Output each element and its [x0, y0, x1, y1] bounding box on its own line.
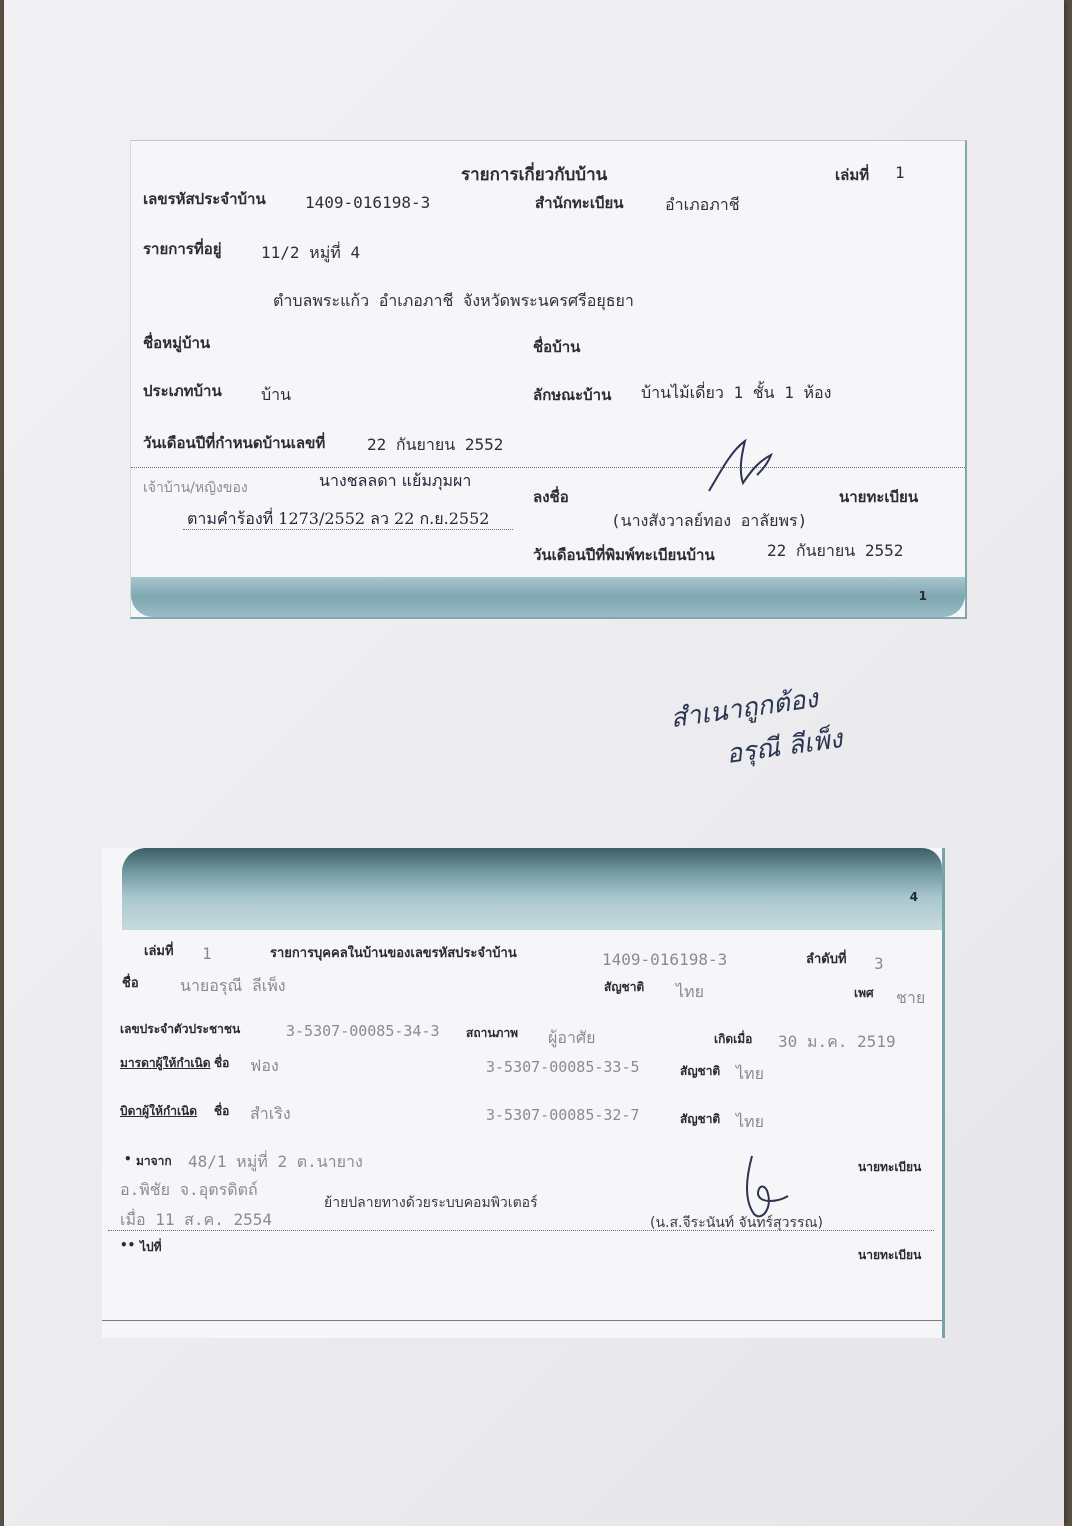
registrar-label-2: นายทะเบียน — [858, 1248, 922, 1262]
father-nationality-label: สัญชาติ — [680, 1112, 721, 1126]
address-line-1: 11/2 หมู่ที่ 4 — [261, 243, 361, 262]
assign-date-label: วันเดือนปีที่กำหนดบ้านเลขที่ — [143, 434, 326, 452]
to-bullet-icon: •• — [120, 1238, 136, 1252]
house-id-label: เลขรหัสประจำบ้าน — [143, 190, 266, 208]
sex: ชาย — [896, 988, 926, 1007]
house-type-label: ประเภทบ้าน — [143, 382, 222, 400]
registrar-name: (น.ส.จีระนันท์ จันทร์สุวรรณ) — [650, 1215, 823, 1231]
person-details-card — [102, 848, 945, 1338]
registrar-label: นายทะเบียน — [839, 488, 919, 506]
mother-label: มารดาผู้ให้กำเนิด — [120, 1056, 211, 1070]
birth-date: 30 ม.ค. 2519 — [778, 1032, 896, 1051]
nationality-label: สัญชาติ — [604, 980, 645, 994]
sequence-label: ลำดับที่ — [806, 952, 847, 967]
house-id: 1409-016198-3 — [602, 950, 728, 969]
house-id: 1409-016198-3 — [305, 193, 431, 212]
resident-status: ผู้อาศัย — [548, 1028, 596, 1047]
mother-nationality: ไทย — [736, 1064, 764, 1083]
bottom-rule — [102, 1320, 942, 1321]
birth-date-label: เกิดเมื่อ — [714, 1032, 753, 1046]
house-name-label: ชื่อบ้าน — [533, 338, 581, 356]
document-page — [4, 0, 1064, 1526]
mother-name-label: ชื่อ — [214, 1056, 230, 1070]
order-reference: ตามคำร้องที่ 1273/2552 ลว 22 ก.ย.2552 — [187, 509, 490, 528]
name-label: ชื่อ — [122, 976, 139, 991]
moved-from-line-1: 48/1 หมู่ที่ 2 ต.นายาง — [188, 1152, 363, 1171]
mother-name: ฟอง — [250, 1056, 279, 1075]
house-type: บ้าน — [261, 385, 292, 404]
certifier-signature: อรุณี ลีเพ็ง — [724, 724, 845, 770]
print-date-label: วันเดือนปีที่พิมพ์ทะเบียนบ้าน — [533, 546, 715, 564]
registry-office-label: สำนักทะเบียน — [535, 194, 624, 212]
person-name: นายอรุณี ลีเพ็ง — [180, 976, 286, 995]
moved-from-date: เมื่อ 11 ส.ค. 2554 — [120, 1210, 273, 1229]
moved-from-label: มาจาก — [136, 1154, 172, 1168]
from-bullet-icon: • — [124, 1152, 132, 1166]
house-details-title: รายการเกี่ยวกับบ้าน — [461, 165, 608, 185]
mother-citizen-id: 3-5307-00085-33-5 — [486, 1058, 640, 1076]
assign-date: 22 กันยายน 2552 — [367, 435, 504, 454]
registrar-signature-icon — [701, 431, 801, 497]
status-label: สถานภาพ — [466, 1026, 519, 1040]
owner-name: นางชลลดา แย้มภุมผา — [319, 471, 472, 490]
village-name-label: ชื่อหมู่บ้าน — [143, 334, 211, 352]
page-number: 4 — [909, 890, 918, 904]
moved-to-label: ไปที่ — [140, 1240, 162, 1254]
print-date: 22 กันยายน 2552 — [767, 541, 904, 560]
moved-from-underline — [108, 1230, 934, 1231]
registry-office: อำเภอภาชี — [665, 195, 740, 214]
citizen-id: 3-5307-00085-34-3 — [286, 1022, 440, 1040]
order-underline — [183, 529, 513, 530]
house-style: บ้านไม้เดี่ยว 1 ชั้น 1 ห้อง — [641, 383, 832, 402]
father-name: สำเริง — [250, 1104, 291, 1123]
address-line-2: ตำบลพระแก้ว อำเภอภาชี จังหวัดพระนครศรีอยุธยา — [273, 291, 634, 310]
nationality: ไทย — [676, 982, 704, 1001]
registrar-name: (นางสังวาลย์ทอง อาลัยพร) — [611, 511, 808, 530]
father-nationality: ไทย — [736, 1112, 764, 1131]
book-number: 1 — [202, 944, 212, 963]
father-label: บิดาผู้ให้กำเนิด — [120, 1104, 198, 1118]
owner-prefix: เจ้าบ้าน/หญิงของ — [143, 480, 248, 496]
sex-label: เพศ — [854, 986, 874, 1000]
divider-line — [131, 467, 965, 468]
citizen-id-label: เลขประจำตัวประชาชน — [120, 1022, 241, 1036]
book-number: 1 — [895, 163, 905, 182]
page-header-band — [122, 848, 942, 930]
house-style-label: ลักษณะบ้าน — [533, 386, 612, 404]
book-label: เล่มที่ — [835, 166, 870, 184]
registrar-label: นายทะเบียน — [858, 1160, 922, 1174]
address-label: รายการที่อยู่ — [143, 240, 222, 258]
page-number: 1 — [918, 589, 927, 603]
father-name-label: ชื่อ — [214, 1104, 230, 1118]
father-citizen-id: 3-5307-00085-32-7 — [486, 1106, 640, 1124]
house-details-card — [130, 140, 967, 619]
sequence-number: 3 — [874, 954, 884, 973]
certified-copy-note: สำเนาถูกต้อง — [668, 683, 820, 735]
sign-label: ลงชื่อ — [533, 488, 569, 506]
transfer-note: ย้ายปลายทางด้วยระบบคอมพิวเตอร์ — [324, 1195, 538, 1211]
page-footer-band — [131, 577, 965, 617]
mother-nationality-label: สัญชาติ — [680, 1064, 721, 1078]
person-list-title: รายการบุคคลในบ้านของเลขรหัสประจำบ้าน — [270, 946, 517, 961]
book-label: เล่มที่ — [144, 944, 174, 959]
moved-from-line-2: อ.พิชัย จ.อุตรดิตถ์ — [120, 1180, 258, 1199]
